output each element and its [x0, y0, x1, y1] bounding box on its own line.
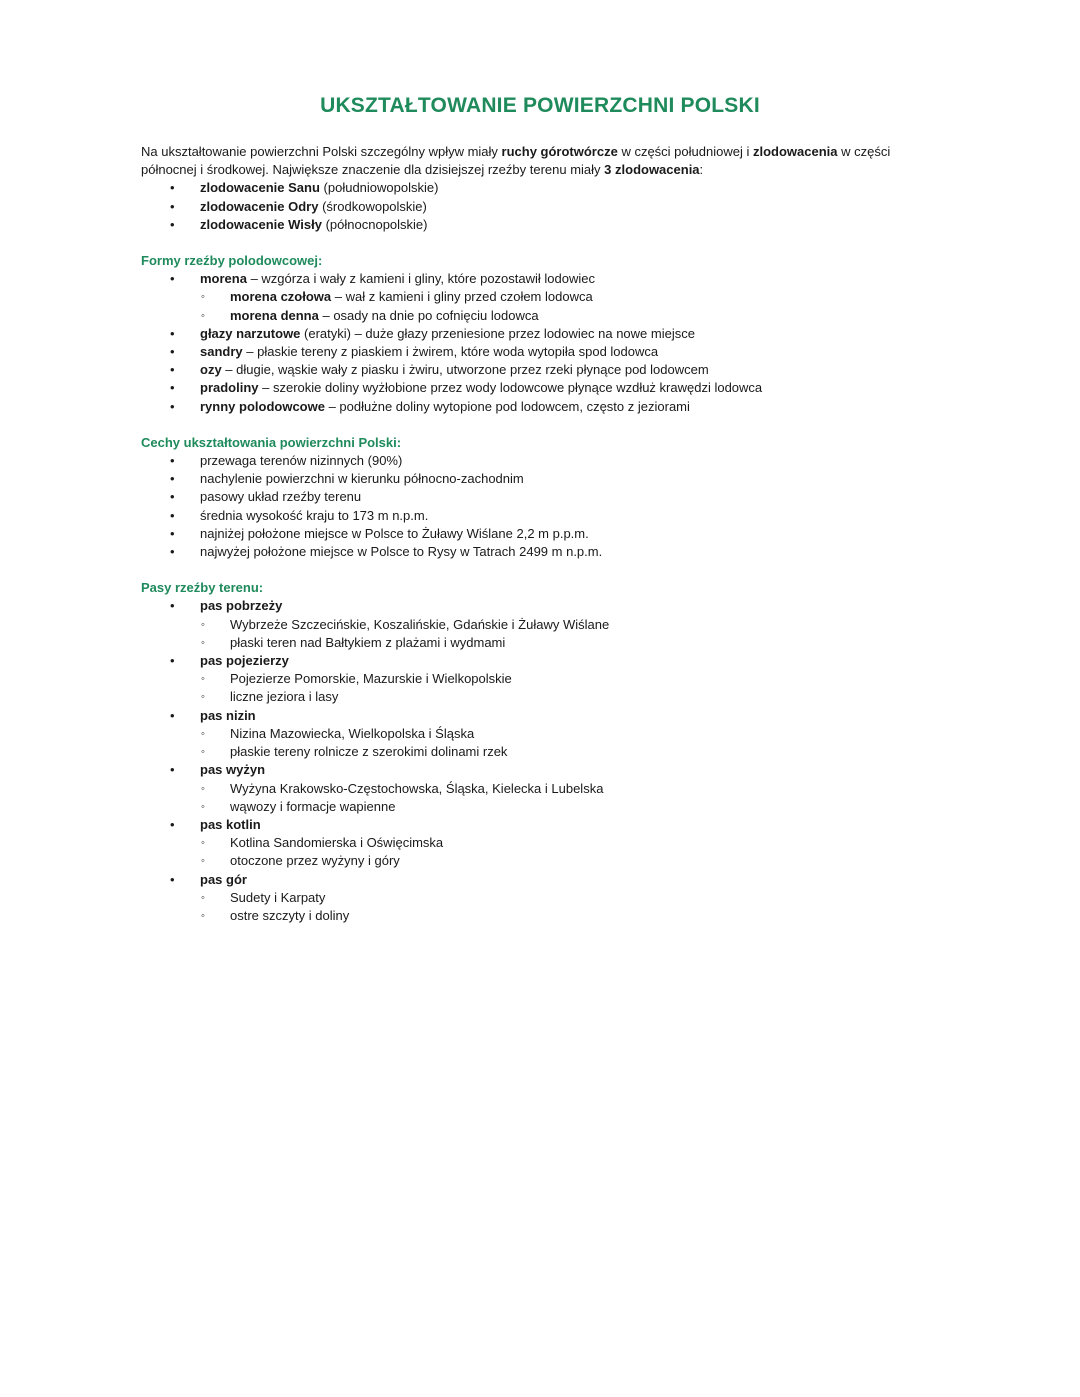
intro-text: w części południowej i [617, 144, 753, 159]
sub-list-item [141, 780, 921, 798]
forms-list [141, 270, 921, 416]
section-heading-features: Cechy ukształtowania powierzchni Polski: [141, 434, 402, 450]
list-item [141, 543, 921, 561]
bullet-icon: • [170, 762, 175, 778]
item-desc: (południowopolskie) [319, 180, 439, 196]
circle-bullet-icon: ◦ [201, 727, 205, 740]
item-term: pas pojezierzy [200, 653, 289, 669]
list-item [141, 525, 921, 543]
bullet-icon: • [170, 180, 175, 196]
bullet-icon: • [170, 198, 175, 214]
list-item [141, 216, 921, 234]
intro-text: w części północnej i środkowej. Największe znaczenie dla dzisiejszej rzeźby terenu miały [141, 144, 891, 178]
section-heading-belts: Pasy rzeźby terenu: [141, 580, 264, 596]
features-list [141, 452, 921, 561]
intro-bold: 3 zlodowacenia [604, 162, 700, 178]
item-term: zlodowacenie Sanu [200, 180, 320, 196]
bullet-icon: • [170, 380, 175, 396]
bullet-icon: • [170, 362, 175, 378]
item-term: morena denna [230, 307, 319, 323]
item-text: najniżej położone miejsce w Polsce to Żuławy Wiślane 2,2 m p.p.m. [200, 525, 589, 541]
list-item [141, 652, 921, 670]
list-item [141, 707, 921, 725]
document-body [141, 143, 921, 925]
sub-list-item [141, 688, 921, 706]
item-desc: – osady na dnie po cofnięciu lodowca [318, 307, 539, 323]
bullet-icon: • [170, 816, 175, 832]
sub-list-item [141, 288, 921, 306]
item-desc: (północnopolskie) [321, 216, 428, 232]
item-text: średnia wysokość kraju to 173 m n.p.m. [200, 507, 429, 523]
circle-bullet-icon: ◦ [201, 691, 205, 704]
item-term: pas gór [200, 871, 247, 887]
circle-bullet-icon: ◦ [201, 909, 205, 922]
sub-list-item [141, 634, 921, 652]
bullet-icon: • [170, 216, 175, 232]
spacer [141, 561, 921, 579]
item-text: najwyżej położone miejsce w Polsce to Rysy w Tatrach 2499 m n.p.m. [200, 544, 603, 560]
list-item [141, 179, 921, 197]
list-item [141, 325, 921, 343]
item-text: liczne jeziora i lasy [230, 689, 339, 705]
list-item [141, 379, 921, 397]
bullet-icon: • [170, 489, 175, 505]
item-term: morena [200, 271, 247, 287]
item-term: ozy [200, 362, 222, 378]
circle-bullet-icon: ◦ [201, 291, 205, 304]
sub-list-item [141, 743, 921, 761]
circle-bullet-icon: ◦ [201, 855, 205, 868]
sub-list-item [141, 616, 921, 634]
item-text: Sudety i Karpaty [230, 889, 326, 905]
intro-bold: ruchy górotwórcze [501, 144, 618, 159]
item-term: pas kotlin [200, 816, 261, 832]
list-item [141, 343, 921, 361]
item-desc: – szerokie doliny wyżłobione przez wody lodowcowe płynące wzdłuż krawędzi lodowca [258, 380, 763, 396]
bullet-icon: • [170, 707, 175, 723]
item-term: pas nizin [200, 707, 256, 723]
item-desc: – wzgórza i wały z kamieni i gliny, które pozostawił lodowiec [246, 271, 595, 287]
bullet-icon: • [170, 344, 175, 360]
list-item [141, 452, 921, 470]
circle-bullet-icon: ◦ [201, 891, 205, 904]
item-text: Wyżyna Krakowsko-Częstochowska, Śląska, Kielecka i Lubelska [230, 780, 604, 796]
item-text: płaski teren nad Bałtykiem z plażami i wydmami [230, 634, 506, 650]
bullet-icon: • [170, 598, 175, 614]
bullet-icon: • [170, 871, 175, 887]
circle-bullet-icon: ◦ [201, 837, 205, 850]
item-term: pas pobrzeży [200, 598, 283, 614]
sub-list-item [141, 725, 921, 743]
circle-bullet-icon: ◦ [201, 673, 205, 686]
list-item [141, 361, 921, 379]
section-heading-forms: Formy rzeźby polodowcowej: [141, 253, 323, 269]
circle-bullet-icon: ◦ [201, 800, 205, 813]
sub-list-item [141, 889, 921, 907]
item-text: ostre szczyty i doliny [230, 907, 350, 923]
list-item [141, 488, 921, 506]
item-desc: – długie, wąskie wały z piasku i żwiru, utworzone przez rzeki płynące pod lodowcem [221, 362, 709, 378]
intro-text: Na ukształtowanie powierzchni Polski szczególny wpływ miały [141, 144, 502, 159]
bullet-icon: • [170, 525, 175, 541]
item-term: pradoliny [200, 380, 259, 396]
item-term: rynny polodowcowe [200, 398, 325, 414]
list-item [141, 761, 921, 779]
list-item [141, 270, 921, 288]
item-desc: (środkowopolskie) [318, 198, 427, 214]
item-text: wąwozy i formacje wapienne [230, 798, 396, 814]
bullet-icon: • [170, 271, 175, 287]
item-text: nachylenie powierzchni w kierunku północno-zachodnim [200, 471, 524, 487]
circle-bullet-icon: ◦ [201, 746, 205, 759]
item-text: Wybrzeże Szczecińskie, Koszalińskie, Gdańskie i Żuławy Wiślane [230, 616, 610, 632]
bullet-icon: • [170, 653, 175, 669]
circle-bullet-icon: ◦ [201, 309, 205, 322]
circle-bullet-icon: ◦ [201, 782, 205, 795]
bullet-icon: • [170, 507, 175, 523]
list-item [141, 507, 921, 525]
bullet-icon: • [170, 325, 175, 341]
item-desc: – wał z kamieni i gliny przed czołem lodowca [331, 289, 593, 305]
list-item [141, 198, 921, 216]
item-text: przewaga terenów nizinnych (90%) [200, 453, 403, 469]
sub-list-item [141, 798, 921, 816]
spacer [141, 234, 921, 252]
list-item [141, 398, 921, 416]
bullet-icon: • [170, 471, 175, 487]
bullet-icon: • [170, 398, 175, 414]
circle-bullet-icon: ◦ [201, 636, 205, 649]
item-text: Nizina Mazowiecka, Wielkopolska i Śląska [230, 725, 475, 741]
intro-text: : [699, 162, 704, 178]
item-text: Pojezierze Pomorskie, Mazurskie i Wielkopolskie [230, 671, 512, 687]
list-item [141, 816, 921, 834]
item-desc: – podłużne doliny wytopione pod lodowcem, często z jeziorami [324, 398, 690, 414]
sub-list-item [141, 852, 921, 870]
item-term: sandry [200, 344, 243, 360]
intro-paragraph [141, 143, 921, 179]
glaciation-list [141, 179, 921, 234]
item-term: głazy narzutowe [200, 325, 301, 341]
list-item [141, 470, 921, 488]
list-item [141, 871, 921, 889]
item-desc: – płaskie tereny z piaskiem i żwirem, które woda wytopiła spod lodowca [242, 344, 659, 360]
page-title: UKSZTAŁTOWANIE POWIERZCHNI POLSKI [320, 94, 760, 117]
item-text: płaskie tereny rolnicze z szerokimi dolinami rzek [230, 744, 508, 760]
item-term: zlodowacenie Odry [200, 198, 319, 214]
bullet-icon: • [170, 544, 175, 560]
item-text: Kotlina Sandomierska i Oświęcimska [230, 835, 444, 851]
item-text: pasowy układ rzeźby terenu [200, 489, 362, 505]
item-desc: (eratyki) – duże głazy przeniesione przez lodowiec na nowe miejsce [300, 325, 695, 341]
intro-bold: zlodowacenia [752, 144, 838, 159]
belts-list [141, 597, 921, 925]
item-term: morena czołowa [230, 289, 332, 305]
bullet-icon: • [170, 453, 175, 469]
sub-list-item [141, 907, 921, 925]
item-term: zlodowacenie Wisły [200, 216, 322, 232]
spacer [141, 416, 921, 434]
sub-list-item [141, 834, 921, 852]
list-item [141, 597, 921, 615]
sub-list-item [141, 307, 921, 325]
item-term: pas wyżyn [200, 762, 266, 778]
sub-list-item [141, 670, 921, 688]
circle-bullet-icon: ◦ [201, 618, 205, 631]
item-text: otoczone przez wyżyny i góry [230, 853, 400, 869]
